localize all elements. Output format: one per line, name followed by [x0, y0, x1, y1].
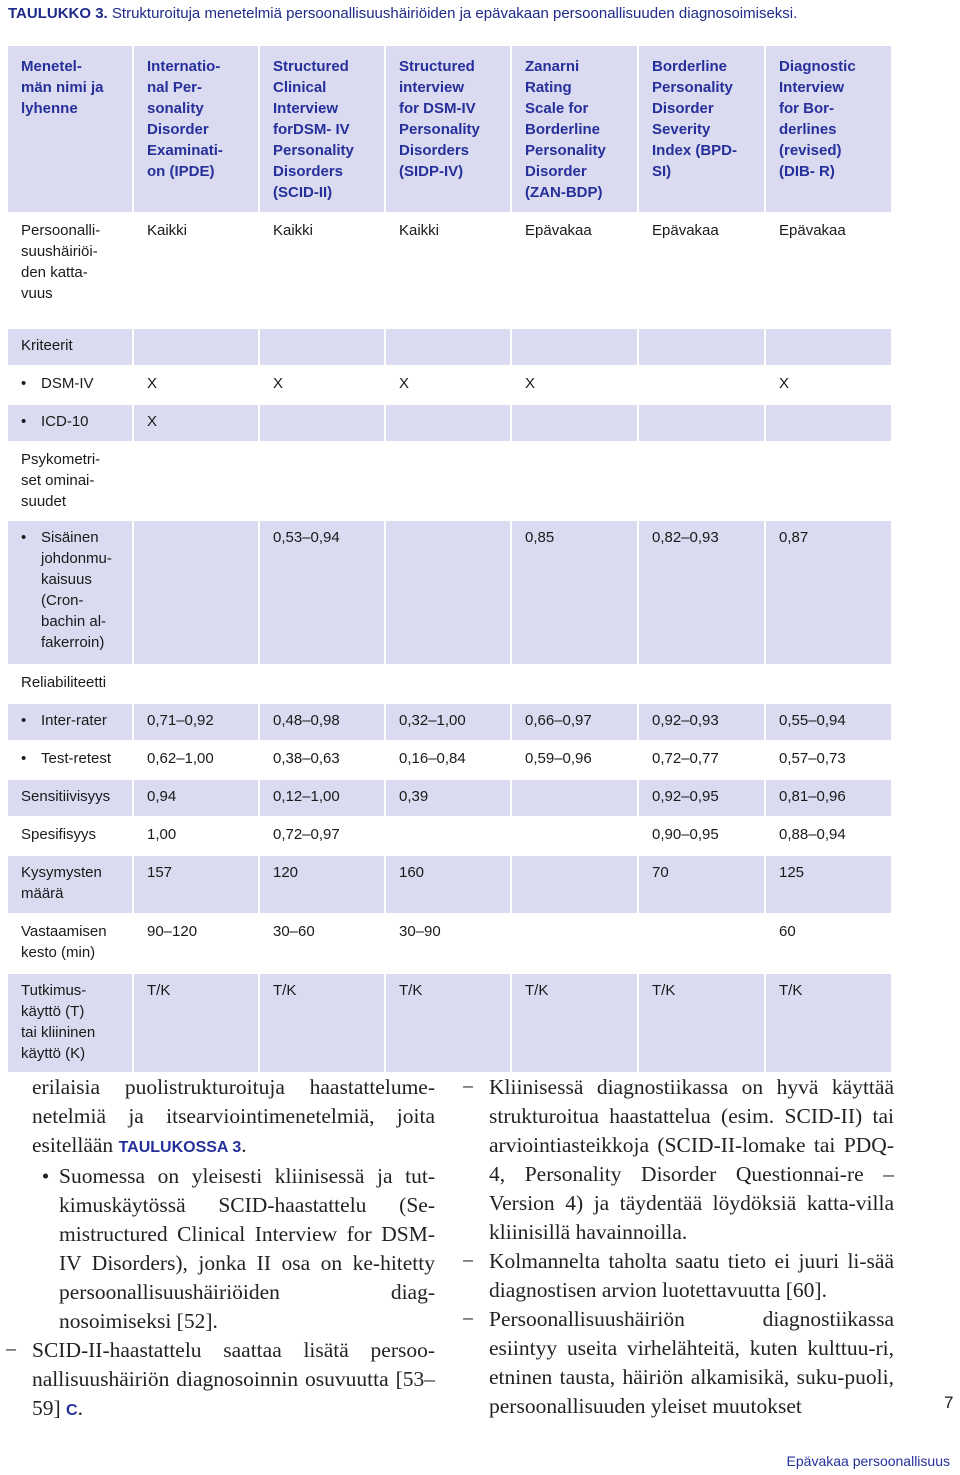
table-cell [512, 405, 639, 443]
table-cell [260, 329, 386, 367]
table-cell: 120 [260, 856, 386, 915]
row-label: • Inter-rater [8, 704, 134, 742]
table-cell: X [134, 405, 260, 443]
table-cell: 0,92–0,95 [639, 780, 766, 818]
table-row [8, 974, 893, 1074]
row-label: Vastaamisen kesto (min) [8, 915, 134, 974]
page-number: 7 [944, 1393, 954, 1412]
row-label: Sensitiivisyys [8, 780, 134, 818]
left-text-column [5, 1073, 435, 1425]
header-cell: Internatio- nal Per- sonality Disorder Examinati- on (IPDE) [134, 46, 260, 214]
table-cell: T/K [386, 974, 512, 1074]
table-cell: Kaikki [386, 214, 512, 329]
table-cell: T/K [766, 974, 893, 1074]
table-cell: X [766, 367, 893, 405]
table-row [8, 405, 893, 443]
dash-marker: − [462, 1075, 475, 1099]
list-item: − SCID-II-haastattelu saattaa lisätä persoo-nallisuushäiriön diagnosoinnin osuvuutta [53–59] C. [5, 1336, 435, 1425]
row-label: • Sisäinen johdonmu- kaisuus (Cron- bachin al- fakerroin) [8, 521, 134, 666]
header-cell: Borderline Personality Disorder Severity Index (BPD- SI) [639, 46, 766, 214]
intro-paragraph: erilaisia puolistrukturoituja haastattelume-netelmiä ja itsearviointimenetelmiä, joita esitellään TAULUKOSSA 3. [32, 1075, 435, 1157]
table-cell: X [134, 367, 260, 405]
table-row [8, 742, 893, 780]
table-cell: 90–120 [134, 915, 260, 974]
table-cell [639, 329, 766, 367]
list-item: − Persoonallisuushäiriön diagnostiikassa esiintyy useita virhelähteitä, kuten kulttuu-ri, etninen tausta, häiriön alkamisikä, suku-puoli, persoonallisuuden yleiset muutokset [462, 1305, 894, 1421]
header-cell: Menetel- män nimi ja lyhenne [8, 46, 134, 214]
table-cell: Epävakaa [639, 214, 766, 329]
table-cell [639, 666, 766, 704]
table-cell: T/K [134, 974, 260, 1074]
table-row [8, 367, 893, 405]
header-cell: Structured interview for DSM-IV Personality Disorders (SIDP-IV) [386, 46, 512, 214]
table-cell [639, 405, 766, 443]
table-cell: 0,94 [134, 780, 260, 818]
table-cell [512, 915, 639, 974]
list-item: − Kolmannelta taholta saatu tieto ei juuri li-sää diagnostisen arvion luotettavuutta [60]. [462, 1247, 894, 1305]
table-cell [134, 521, 260, 666]
table-cell [639, 367, 766, 405]
table-cell: 0,90–0,95 [639, 818, 766, 856]
dash-marker: − [462, 1249, 475, 1273]
table-row [8, 915, 893, 974]
table-cell: 0,71–0,92 [134, 704, 260, 742]
table-cell: X [512, 367, 639, 405]
table-row [8, 666, 893, 704]
table-cell: 0,85 [512, 521, 639, 666]
table-cell [766, 666, 893, 704]
row-label: Psykometri- set ominai- suudet [8, 443, 134, 521]
table-cell [386, 405, 512, 443]
table-cell [512, 818, 639, 856]
caption-text: Strukturoituja menetelmiä persoonallisuushäiriöiden ja epävakaan persoonallisuuden diagnosoimiseksi. [107, 5, 798, 22]
list-item: • Suomessa on yleisesti kliinisessä ja tut-kimuskäytössä SCID-haastattelu (Se-mistructured Clinical Interview for DSM-IV Disorders), jonka II osa on ke-hitetty persoonallisuushäiriöiden diag-nosoimiseksi [52]. [32, 1162, 435, 1336]
table-cell: 160 [386, 856, 512, 915]
table-cell: 0,16–0,84 [386, 742, 512, 780]
table-cell [639, 915, 766, 974]
table-cell: 0,48–0,98 [260, 704, 386, 742]
table-cell: 0,82–0,93 [639, 521, 766, 666]
table-cell [134, 329, 260, 367]
dash-marker: − [462, 1307, 475, 1331]
table-cell [766, 329, 893, 367]
table-cell [512, 856, 639, 915]
table-cell: 70 [639, 856, 766, 915]
table-cell: 0,72–0,97 [260, 818, 386, 856]
table-cell [134, 443, 260, 521]
table-cell: 0,55–0,94 [766, 704, 893, 742]
table-header-row [8, 46, 893, 214]
table-cell: 0,12–1,00 [260, 780, 386, 818]
table-cell [386, 521, 512, 666]
table-cell [386, 818, 512, 856]
header-cell: Zanarni Rating Scale for Borderline Personality Disorder (ZAN-BDP) [512, 46, 639, 214]
table-cell [512, 780, 639, 818]
table-cell: Kaikki [260, 214, 386, 329]
list-item: − Kliinisessä diagnostiikassa on hyvä käyttää strukturoitua haastattelua (esim. SCID-II) tai arviointiasteikkoja (SCID-II-lomake tai PDQ-4, Personality Disorder Questionnai-re – Version 4) ja täydentää löydöksiä katta-villa kliinisillä havainnoilla. [462, 1073, 894, 1247]
row-label: • ICD-10 [8, 405, 134, 443]
table-cell [386, 666, 512, 704]
table-row [8, 214, 893, 329]
table-cell: 0,81–0,96 [766, 780, 893, 818]
table-cell [260, 405, 386, 443]
table-cell [260, 443, 386, 521]
row-label: • Test-retest [8, 742, 134, 780]
methods-table [8, 46, 893, 1074]
table-cell: Epävakaa [512, 214, 639, 329]
table-cell: 0,53–0,94 [260, 521, 386, 666]
bullet-marker: • [21, 529, 27, 546]
table-cell: 0,57–0,73 [766, 742, 893, 780]
row-label: Spesifisyys [8, 818, 134, 856]
table-cell: Epävakaa [766, 214, 893, 329]
bullet-marker: • [21, 375, 27, 392]
table-cell [512, 329, 639, 367]
table-row [8, 818, 893, 856]
table-cell [386, 329, 512, 367]
bullet-marker: • [21, 712, 27, 729]
bullet-marker: • [21, 413, 27, 430]
header-cell: Diagnostic Interview for Bor- derlines (revised) (DIB- R) [766, 46, 893, 214]
header-cell: Structured Clinical Interview forDSM- IV Personality Disorders (SCID-II) [260, 46, 386, 214]
table-cell: 0,72–0,77 [639, 742, 766, 780]
dash-marker: − [5, 1338, 18, 1362]
table-cell [766, 443, 893, 521]
table-cell: 0,66–0,97 [512, 704, 639, 742]
table-row [8, 329, 893, 367]
running-footer: Epävakaa persoonallisuus [786, 1453, 950, 1469]
row-label: Tutkimus- käyttö (T) tai kliininen käyttö (K) [8, 974, 134, 1074]
table-cell [134, 666, 260, 704]
table-cell: X [260, 367, 386, 405]
table-cell: Kaikki [134, 214, 260, 329]
table-cell [386, 443, 512, 521]
table-cell: T/K [639, 974, 766, 1074]
row-label: Persoonalli- suushäiriöi- den katta- vuus [8, 214, 134, 329]
table-cell: 0,32–1,00 [386, 704, 512, 742]
table-reference: TAULUKOSSA 3 [118, 1139, 242, 1156]
table-row [8, 704, 893, 742]
table-cell [639, 443, 766, 521]
table-cell [260, 666, 386, 704]
table-cell [512, 666, 639, 704]
table-cell: T/K [260, 974, 386, 1074]
table-cell: 1,00 [134, 818, 260, 856]
table-cell: 60 [766, 915, 893, 974]
table-cell: T/K [512, 974, 639, 1074]
table-cell: 0,92–0,93 [639, 704, 766, 742]
table-cell: 0,38–0,63 [260, 742, 386, 780]
table-cell: 0,39 [386, 780, 512, 818]
table-row [8, 856, 893, 915]
bullet-marker: • [21, 750, 27, 767]
caption-label: TAULUKKO 3. [8, 5, 108, 22]
table-cell: 157 [134, 856, 260, 915]
table-cell: 0,87 [766, 521, 893, 666]
table-cell: 0,88–0,94 [766, 818, 893, 856]
row-label: Kysymysten määrä [8, 856, 134, 915]
bullet-marker: • [41, 1164, 50, 1188]
row-label: Kriteerit [8, 329, 134, 367]
row-label: Reliabiliteetti [8, 666, 134, 704]
table-cell: 30–60 [260, 915, 386, 974]
table-cell: X [386, 367, 512, 405]
right-text-column [462, 1073, 894, 1421]
table-cell: 125 [766, 856, 893, 915]
table-cell [766, 405, 893, 443]
table-row [8, 521, 893, 666]
table-row [8, 780, 893, 818]
table-cell: 0,59–0,96 [512, 742, 639, 780]
table-cell: 30–90 [386, 915, 512, 974]
table-row [8, 443, 893, 521]
row-label: • DSM-IV [8, 367, 134, 405]
table-cell: 0,62–1,00 [134, 742, 260, 780]
evidence-level: C [66, 1402, 78, 1419]
table-caption [8, 5, 797, 22]
table-cell [512, 443, 639, 521]
